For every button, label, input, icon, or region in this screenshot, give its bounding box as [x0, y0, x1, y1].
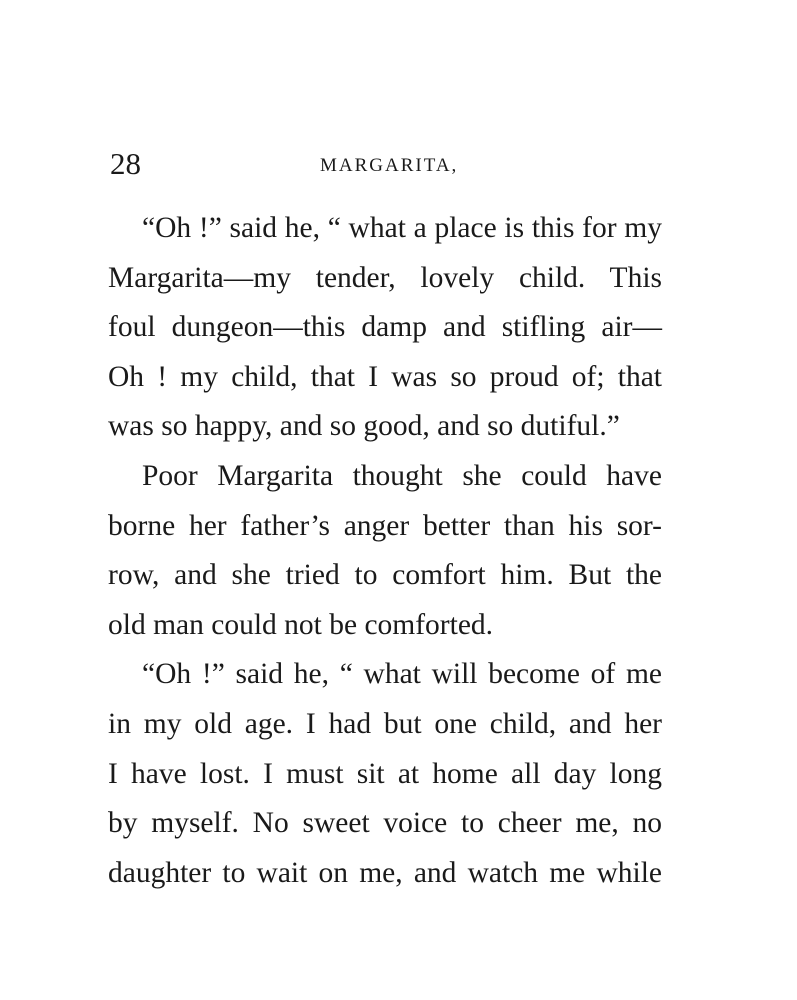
- text-line: Poor Margarita thought she could have: [142, 459, 662, 492]
- page-number: 28: [110, 146, 141, 181]
- text-line: borne her father’s anger better than his sor-: [108, 509, 662, 542]
- running-title: MARGARITA,: [320, 155, 459, 176]
- text-line: row, and she tried to comfort him. But the: [108, 559, 662, 592]
- text-line: “Oh !” said he, “ what a place is this for my: [142, 212, 662, 244]
- text-line: by myself. No sweet voice to cheer me, no: [108, 807, 662, 840]
- text-line: Margarita—my tender, lovely child. This: [108, 261, 662, 294]
- body-text: [108, 204, 662, 898]
- text-line: I have lost. I must sit at home all day long: [108, 757, 662, 790]
- text-line: was so happy, and so good, and so dutiful.”: [108, 410, 620, 443]
- text-line: old man could not be comforted.: [108, 608, 494, 641]
- text-line: Oh ! my child, that I was so proud of; that: [108, 360, 662, 393]
- text-line: in my old age. I had but one child, and her: [108, 707, 662, 740]
- running-head: [110, 146, 662, 182]
- text-line: daughter to wait on me, and watch me while: [108, 856, 662, 889]
- text-line: foul dungeon—this damp and stifling air—: [108, 311, 662, 344]
- text-line: “Oh !” said he, “ what will become of me: [142, 658, 662, 691]
